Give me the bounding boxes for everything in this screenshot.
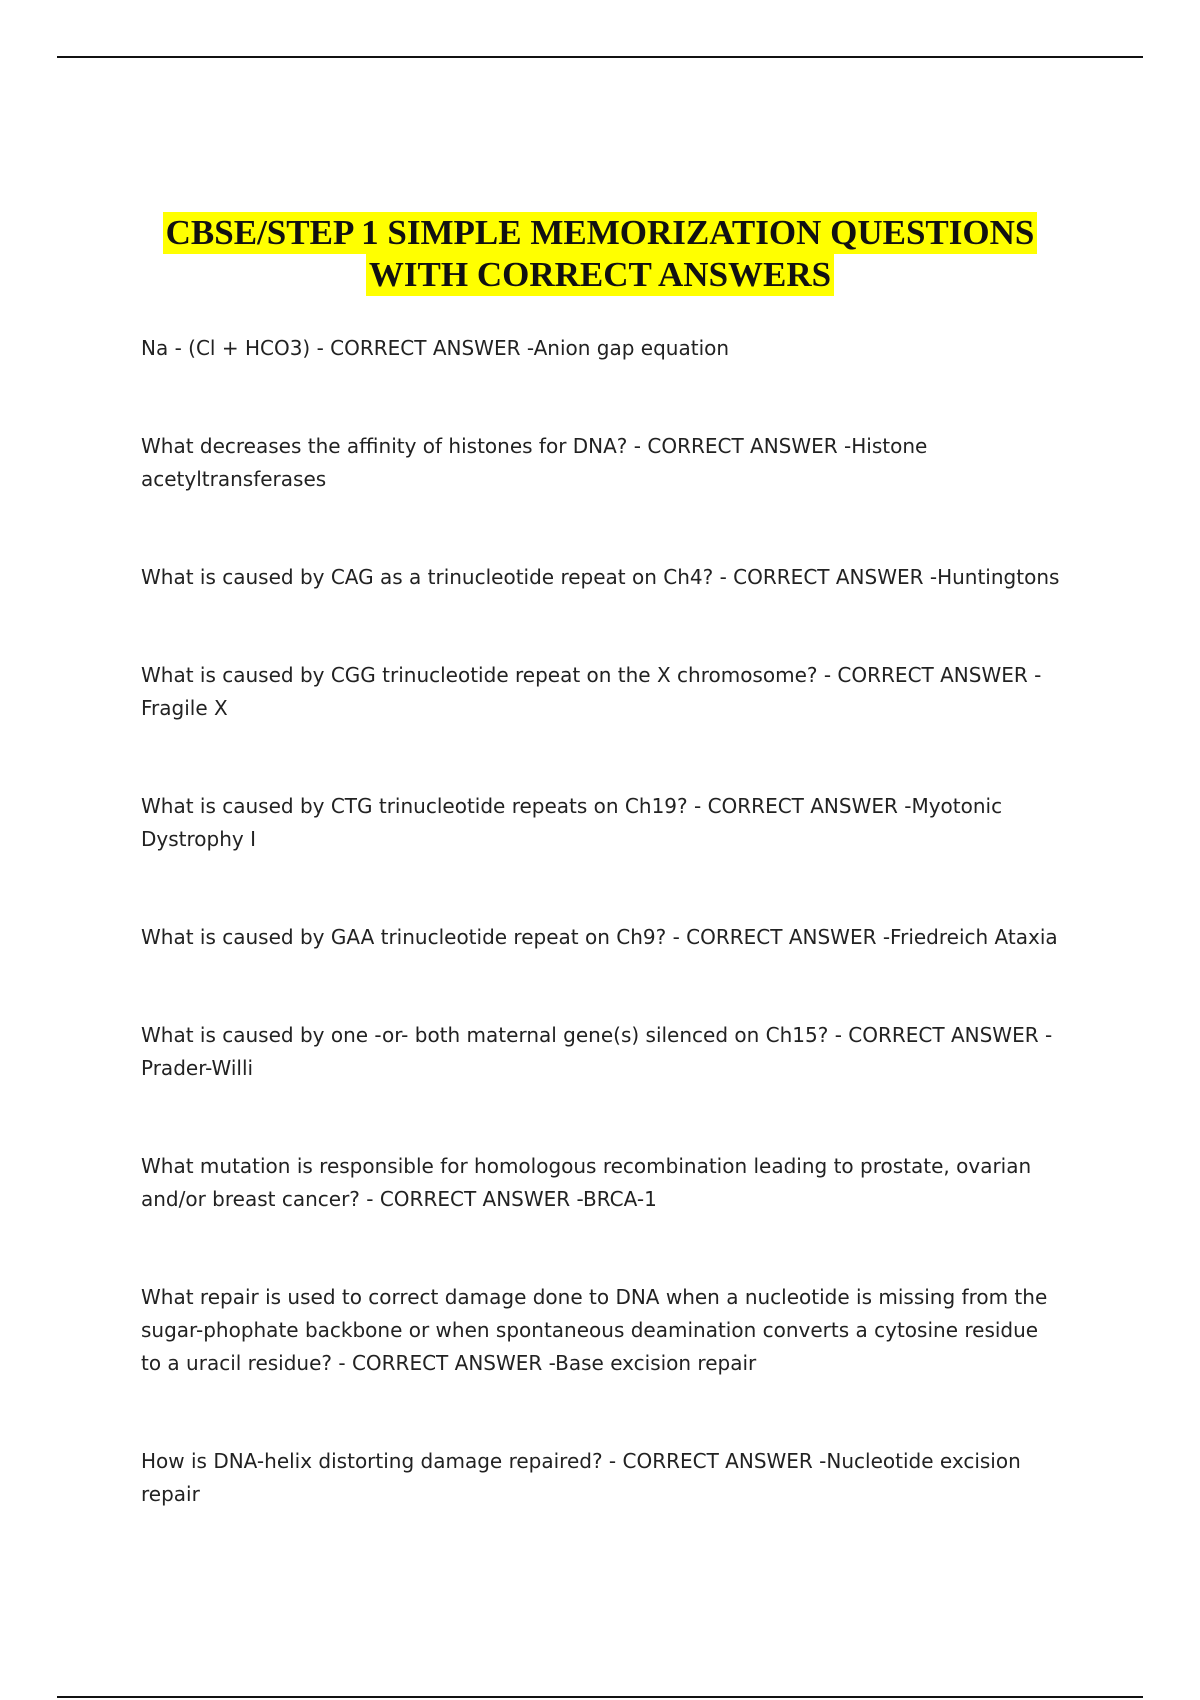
document-title [0, 212, 1200, 296]
qa-item: What is caused by CAG as a trinucleotide repeat on Ch4? - CORRECT ANSWER -Huntingtons [141, 565, 1060, 589]
qa-item: What mutation is responsible for homologous recombination leading to prostate, ovarian and/or breast cancer? - CORRECT ANSWER -BRCA-1 [141, 1154, 1032, 1211]
qa-item: What is caused by CTG trinucleotide repeats on Ch19? - CORRECT ANSWER -Myotonic Dystrophy I [141, 794, 1003, 851]
qa-list [141, 332, 1061, 1576]
qa-item: What repair is used to correct damage done to DNA when a nucleotide is missing from the sugar-phophate backbone or when spontaneous deamination converts a cytosine residue to a uracil residue? - CORRECT ANSWER -Base excision repair [141, 1285, 1048, 1375]
qa-item: How is DNA-helix distorting damage repaired? - CORRECT ANSWER -Nucleotide excision repair [141, 1449, 1021, 1506]
title-line-1: CBSE/STEP 1 SIMPLE MEMORIZATION QUESTIONS [163, 212, 1038, 254]
qa-item: What is caused by GAA trinucleotide repeat on Ch9? - CORRECT ANSWER -Friedreich Ataxia [141, 925, 1058, 949]
title-line-2: WITH CORRECT ANSWERS [366, 254, 834, 296]
qa-item: Na - (Cl + HCO3) - CORRECT ANSWER -Anion gap equation [141, 336, 730, 360]
footer-rule [57, 1696, 1143, 1698]
qa-item: What is caused by CGG trinucleotide repeat on the X chromosome? - CORRECT ANSWER -Fragile X [141, 663, 1042, 720]
qa-item: What decreases the affinity of histones for DNA? - CORRECT ANSWER -Histone acetyltransferases [141, 434, 928, 491]
qa-item: What is caused by one -or- both maternal gene(s) silenced on Ch15? - CORRECT ANSWER - Prader-Willi [141, 1023, 1053, 1080]
header-rule [57, 56, 1143, 58]
